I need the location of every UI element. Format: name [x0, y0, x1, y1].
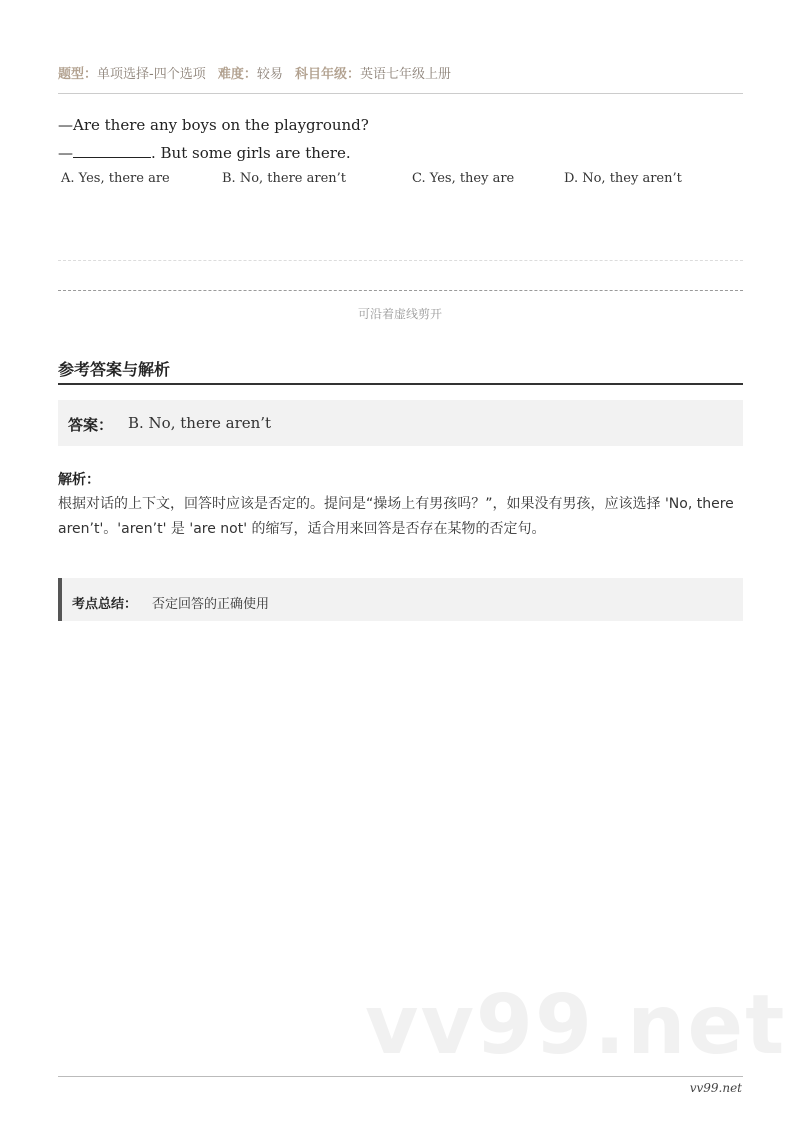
- answer-value: B. No, there aren’t: [128, 414, 272, 432]
- type-value: 单项选择-四个选项: [97, 67, 206, 82]
- answer-blank: [73, 143, 151, 158]
- section-title: 参考答案与解析: [58, 360, 171, 379]
- footer-site: vv99.net: [689, 1081, 742, 1095]
- option-a[interactable]: A. Yes, there are: [61, 171, 170, 186]
- explanation-text: 根据对话的上下文，回答时应该是否定的。提问是“操场上有男孩吗？”，如果没有男孩，应该选择 'No, there aren’t'。'aren’t' 是 'are not' 的缩写，适合用来回答是否存在某物的否定句。: [58, 496, 734, 537]
- option-c[interactable]: C. Yes, they are: [412, 171, 515, 186]
- type-label: 题型：: [58, 67, 98, 82]
- cut-dashed-line: [58, 290, 743, 291]
- option-b[interactable]: B. No, there aren’t: [222, 171, 347, 186]
- option-d[interactable]: D. No, they aren’t: [564, 171, 682, 186]
- question-line-2: [58, 143, 351, 162]
- answer-label: 答案：: [68, 416, 114, 434]
- question-line-2-text: . But some girls are there.: [151, 144, 351, 162]
- difficulty-value: 较易: [256, 67, 283, 82]
- difficulty-label: 难度：: [217, 67, 257, 82]
- explanation-label: 解析：: [58, 472, 100, 488]
- summary-value: 否定回答的正确使用: [152, 597, 270, 612]
- dialog-dash: —: [58, 144, 73, 162]
- watermark: vv99.net: [365, 978, 787, 1073]
- light-dashed-line: [58, 260, 743, 261]
- question-line-1: —Are there any boys on the playground?: [58, 116, 369, 134]
- cut-hint: 可沿着虚线剪开: [357, 307, 442, 321]
- question-meta: [58, 63, 459, 82]
- summary-label: 考点总结：: [72, 597, 138, 612]
- subject-value: 英语七年级上册: [360, 67, 452, 82]
- subject-label: 科目年级：: [295, 67, 361, 82]
- section-divider: [58, 383, 743, 385]
- top-divider: [58, 93, 743, 94]
- footer-divider: [58, 1076, 743, 1077]
